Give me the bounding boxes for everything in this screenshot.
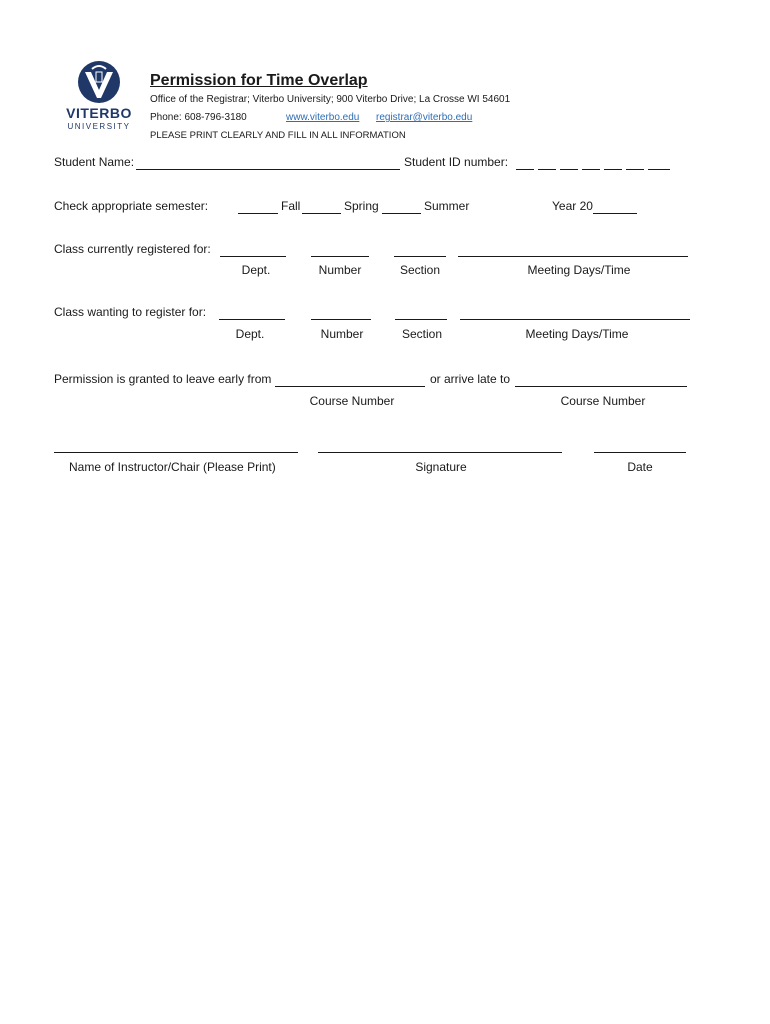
- permission-text: Permission is granted to leave early from: [54, 372, 272, 386]
- signature-field[interactable]: [318, 452, 562, 453]
- website-link[interactable]: www.viterbo.edu: [286, 112, 360, 123]
- signature-caption: Signature: [415, 460, 467, 474]
- arrive-late-text: or arrive late to: [430, 372, 511, 386]
- wanted-number-caption: Number: [320, 327, 364, 341]
- wanted-meeting-field[interactable]: [460, 319, 690, 320]
- wanted-meeting-caption: Meeting Days/Time: [525, 327, 629, 341]
- print-instruction: PLEASE PRINT CLEARLY AND FILL IN ALL INFORMATION: [150, 130, 406, 141]
- phone-number: Phone: 608-796-3180: [150, 112, 247, 123]
- leave-early-course-caption: Course Number: [309, 394, 395, 408]
- logo-subtitle: UNIVERSITY: [67, 122, 131, 131]
- current-section-caption: Section: [399, 263, 441, 277]
- student-id-label: Student ID number:: [404, 155, 509, 169]
- wanted-class-label: Class wanting to register for:: [54, 305, 207, 319]
- fall-label: Fall: [281, 199, 301, 213]
- wanted-number-field[interactable]: [311, 319, 371, 320]
- fall-checkbox-line[interactable]: [238, 213, 278, 214]
- wanted-dept-field[interactable]: [219, 319, 285, 320]
- spring-label: Spring: [344, 199, 379, 213]
- semester-label: Check appropriate semester:: [54, 199, 209, 213]
- viterbo-seal-icon: [77, 60, 121, 104]
- student-name-field[interactable]: [136, 169, 400, 170]
- registrar-address: Office of the Registrar; Viterbo University; 900 Viterbo Drive; La Crosse WI 54601: [150, 94, 511, 105]
- year-field[interactable]: [593, 213, 637, 214]
- logo-wordmark: VITERBO: [66, 105, 132, 121]
- arrive-late-course-field[interactable]: [515, 386, 687, 387]
- date-field[interactable]: [594, 452, 686, 453]
- spring-checkbox-line[interactable]: [302, 213, 341, 214]
- page-title: Permission for Time Overlap: [150, 72, 368, 89]
- instructor-name-field[interactable]: [54, 452, 298, 453]
- current-class-label: Class currently registered for:: [54, 242, 211, 256]
- summer-label: Summer: [424, 199, 470, 213]
- current-meeting-caption: Meeting Days/Time: [527, 263, 631, 277]
- year-label: Year 20: [552, 199, 593, 213]
- viterbo-logo: [54, 60, 144, 134]
- current-dept-caption: Dept.: [241, 263, 271, 277]
- current-number-caption: Number: [318, 263, 362, 277]
- date-caption: Date: [627, 460, 653, 474]
- instructor-name-caption: Name of Instructor/Chair (Please Print): [69, 460, 276, 474]
- wanted-dept-caption: Dept.: [235, 327, 265, 341]
- wanted-section-caption: Section: [401, 327, 443, 341]
- current-section-field[interactable]: [394, 256, 446, 257]
- email-link[interactable]: registrar@viterbo.edu: [376, 112, 473, 123]
- arrive-late-course-caption: Course Number: [560, 394, 646, 408]
- leave-early-course-field[interactable]: [275, 386, 425, 387]
- summer-checkbox-line[interactable]: [382, 213, 421, 214]
- current-meeting-field[interactable]: [458, 256, 688, 257]
- current-number-field[interactable]: [311, 256, 369, 257]
- student-name-label: Student Name:: [54, 155, 135, 169]
- wanted-section-field[interactable]: [395, 319, 447, 320]
- current-dept-field[interactable]: [220, 256, 286, 257]
